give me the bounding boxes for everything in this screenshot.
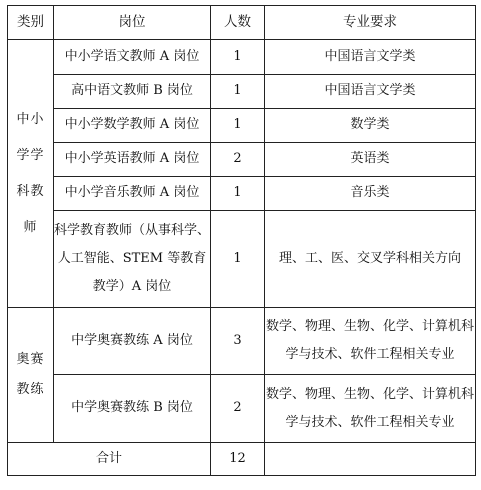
total-count: 12: [211, 443, 265, 476]
requirement-cell: 中国语言文学类: [265, 75, 476, 109]
table-row: [8, 40, 476, 75]
table-row: [8, 308, 476, 375]
requirement-line: 学与技术、软件工程相关专业: [285, 414, 455, 430]
position-cell: 中小学英语教师 A 岗位: [54, 143, 211, 177]
category-teacher-line: 师: [23, 219, 38, 235]
header-position: 岗位: [54, 6, 211, 40]
category-teacher-line: 科教: [16, 183, 45, 199]
count-cell: 1: [211, 40, 265, 75]
category-teacher-line: 中小: [16, 111, 45, 127]
requirement-cell: 中国语言文学类: [265, 40, 476, 75]
requirement-line: 数学、物理、生物、化学、计算机科: [265, 386, 474, 402]
table-row: [8, 211, 476, 308]
header-row: [8, 6, 476, 40]
position-cell: [54, 211, 211, 308]
requirement-line: 学与技术、软件工程相关专业: [285, 347, 455, 362]
position-cell: 中学奥赛教练 A 岗位: [54, 308, 211, 375]
count-cell: 2: [211, 143, 265, 177]
recruitment-table: [7, 5, 476, 476]
position-cell: 中学奥赛教练 B 岗位: [54, 375, 211, 443]
position-cell: 中小学数学教师 A 岗位: [54, 109, 211, 143]
table-row: [8, 143, 476, 177]
count-cell: 1: [211, 177, 265, 211]
total-row: [8, 443, 476, 476]
requirement-cell: [265, 308, 476, 375]
requirement-line: 数学、物理、生物、化学、计算机科: [265, 319, 474, 334]
table-row: [8, 109, 476, 143]
total-label: 合计: [8, 443, 211, 476]
header-requirement: 专业要求: [265, 6, 476, 40]
total-empty-cell: [265, 443, 476, 476]
table-row: [8, 75, 476, 109]
requirement-cell: [265, 375, 476, 443]
category-olympiad-line: 教练: [16, 382, 45, 397]
table-row: [8, 177, 476, 211]
requirement-cell: 理、工、医、交叉学科相关方向: [265, 211, 476, 308]
position-line: 教学）A 岗位: [92, 279, 172, 294]
position-line: 科学教育教师（从事科学、: [54, 223, 211, 238]
position-cell: 中小学音乐教师 A 岗位: [54, 177, 211, 211]
position-cell: 高中语文教师 B 岗位: [54, 75, 211, 109]
count-cell: 1: [211, 211, 265, 308]
category-teacher-line: 学学: [16, 147, 45, 163]
requirement-cell: 数学类: [265, 109, 476, 143]
category-olympiad: [8, 308, 54, 443]
position-line: 人工智能、STEM 等教育: [57, 251, 207, 266]
header-count: 人数: [211, 6, 265, 40]
header-category: 类别: [8, 6, 54, 40]
count-cell: 3: [211, 308, 265, 375]
category-olympiad-line: 奥赛: [16, 352, 45, 367]
position-cell: 中小学语文教师 A 岗位: [54, 40, 211, 75]
category-teacher: [8, 40, 54, 308]
table-row: [8, 375, 476, 443]
count-cell: 1: [211, 109, 265, 143]
requirement-cell: 音乐类: [265, 177, 476, 211]
count-cell: 1: [211, 75, 265, 109]
requirement-cell: 英语类: [265, 143, 476, 177]
count-cell: 2: [211, 375, 265, 443]
